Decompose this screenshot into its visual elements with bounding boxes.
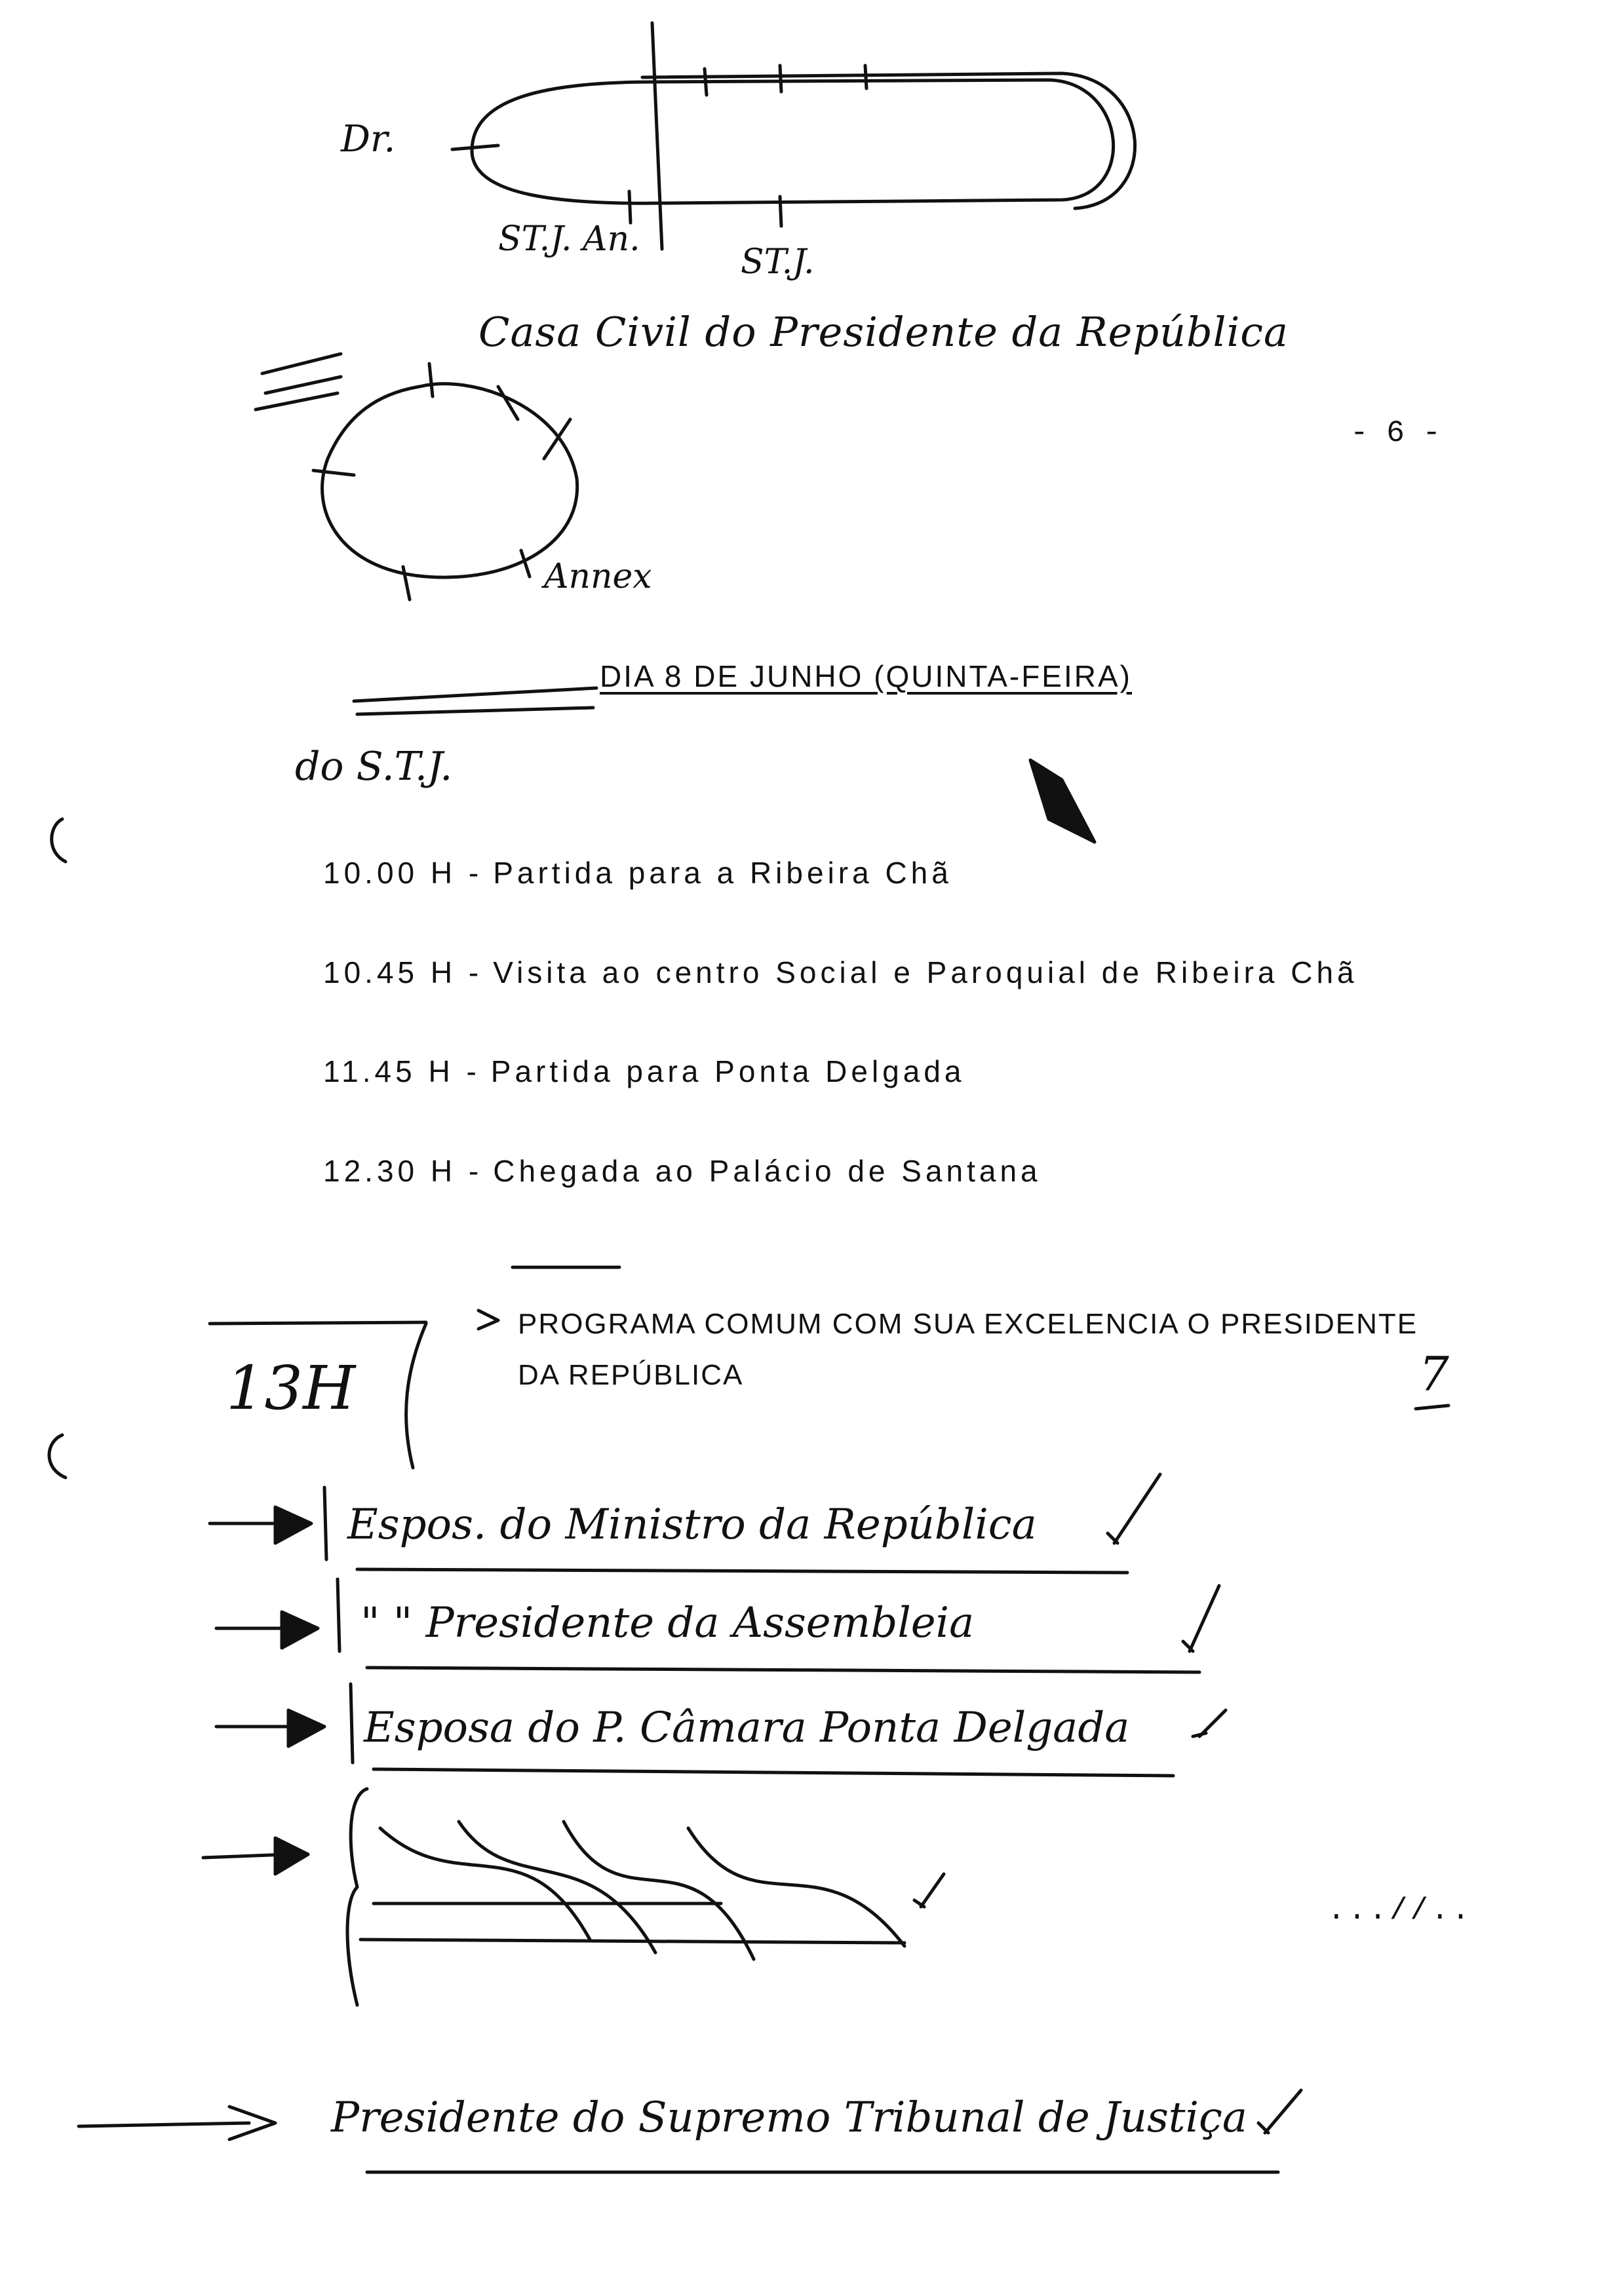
page-number: - 6 - [1350,416,1441,450]
handwritten-line: " " Presidente da Assembleia [360,1599,975,1647]
list-bracket-bar [324,1487,326,1559]
oval-mark [705,69,707,95]
handwritten-label: Annex [544,557,652,596]
agenda-text: Partida para a Ribeira Chã [493,856,952,890]
handwritten-label: ST.J. [741,242,815,282]
handwritten-line: Presidente do Supremo Tribunal de Justiça [331,2094,1247,2142]
list-bracket-bar [338,1579,340,1651]
arrow-right-icon [478,1311,498,1329]
checkmark-icon [1193,1710,1226,1736]
handwritten-time: 13H [226,1353,356,1423]
checkmark-icon [1183,1586,1219,1651]
agenda-item [323,1054,965,1089]
checkmark-icon [914,1874,944,1907]
checkmark-icon [1258,2090,1301,2133]
circle-mark [403,567,410,600]
agenda-time: 11.45 H - [323,1054,480,1088]
handwritten-line: Esposa do P. Câmara Ponta Delgada [364,1704,1130,1752]
common-program-heading: PROGRAMA COMUM COM SUA EXCELENCIA O PRESIDENTE DA REPÚBLICA [518,1308,1418,1391]
underline-7 [1416,1406,1449,1409]
punch-mark [49,1435,66,1478]
oval-mark [780,66,781,92]
list-bracket-bar [351,1684,353,1763]
arrow-line [210,1322,426,1324]
arrow-right-icon [216,1612,318,1648]
handwritten-underline [367,1668,1199,1672]
crossed-out-scribble [354,688,596,714]
punch-mark [52,819,66,862]
crossed-out-underline [360,1940,905,1943]
pointer-mark [1030,760,1095,842]
checkmark-icon [1108,1474,1160,1543]
arrow-right-icon [216,1710,324,1746]
arrow-right-icon [210,1507,311,1543]
handwritten-underline [374,1769,1173,1776]
handwritten-line: Espos. do Ministro da República [347,1501,1037,1549]
agenda-time: 12.30 H - [323,1154,483,1188]
day-heading: DIA 8 DE JUNHO (QUINTA-FEIRA) [600,659,1132,693]
arrow-right-icon [79,2107,275,2139]
agenda-text: Visita ao centro Social e Paroquial de Ribeira Chã [493,955,1358,989]
oval-mark [629,191,631,223]
agenda-text: Partida para Ponta Delgada [490,1054,965,1088]
handwritten-label: do S.T.J. [295,744,453,790]
agenda-item [323,1153,1041,1189]
agenda-item [323,955,1358,990]
continuation-mark: ...//.. [1327,1894,1473,1928]
oval-mark [780,197,781,226]
agenda-item [323,855,952,890]
seating-circle-sketch [322,384,577,577]
letterhead: Casa Civil do Presidente da República [478,308,1289,356]
arrow-right-icon [203,1838,308,1874]
circle-mark [429,364,433,396]
agenda-time: 10.45 H - [323,955,483,989]
circle-mark [313,470,354,475]
handwritten-underline [357,1569,1127,1573]
seating-oval-sketch [472,80,1114,203]
oval-divider-line [652,23,662,249]
handwritten-label: ST.J. An. [498,220,640,259]
bracket [406,1324,426,1468]
agenda-time: 10.00 H - [323,856,483,890]
oval-mark [865,66,866,88]
oval-mark [452,145,498,149]
curly-bracket [347,1789,367,2005]
agenda-text: Chegada ao Palácio de Santana [493,1154,1041,1188]
seating-oval-outline [642,73,1135,208]
handwritten-number: 7 [1419,1347,1449,1402]
crossed-out-scribble [256,354,341,410]
handwritten-label: Dr. [341,118,396,161]
